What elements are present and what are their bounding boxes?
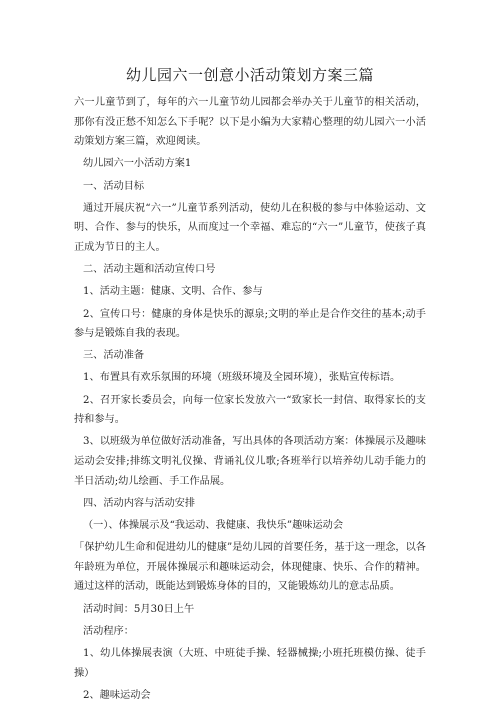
paragraph: 2、趣味运动会 <box>83 689 151 701</box>
document-body <box>74 93 426 705</box>
paragraph: 四、活动内容与活动安排 <box>83 497 196 509</box>
paragraph: 2、召开家长委员会，向每一位家长发放六一“致家长一封信、取得家长的支持和参与。 <box>74 394 426 426</box>
paragraph: 一、活动目标 <box>83 180 145 192</box>
paragraph: 2、宣传口号：健康的身体是快乐的源泉;文明的举止是合作交往的基本;动手参与是锻炼自我的表现。 <box>74 308 426 340</box>
paragraph: 三、活动准备 <box>83 350 145 362</box>
paragraph: 3、以班级为单位做好活动准备，写出具体的各项活动方案：体操展示及趣味运动会安排;排练文明礼仪操、背诵礼仪儿歌;各班举行以培养幼儿动手能力的半日活动;幼儿绘画、手工作品展。 <box>74 436 426 487</box>
paragraph: 1、布置具有欢乐氛围的环境（班级环境及全园环境），张贴宣传标语。 <box>83 372 401 384</box>
paragraph: 二、活动主题和活动宣传口号 <box>83 264 216 276</box>
paragraph: （一）、体操展示及“我运动、我健康、我快乐”趣味运动会 <box>83 520 344 531</box>
paragraph: 活动程序： <box>83 625 134 637</box>
document-title: 幼儿园六一创意小活动策划方案三篇 <box>125 66 374 84</box>
paragraph: 六一儿童节到了，每年的六一儿童节幼儿园都会举办关于儿童节的相关活动，那你有没正愁不知怎么下手呢？以下是小编为大家精心整理的幼儿园六一小活动策划方案三篇，欢迎阅读。 <box>74 97 426 148</box>
paragraph: 「保护幼儿生命和促进幼儿的健康”是幼儿园的首要任务，基于这一理念，以各年龄班为单位，开展体操展示和趣味运动会，体现健康、快乐、合作的精神。通过这样的活动，既能达到锻炼身体的目的，又能锻炼幼儿的意志品质。 <box>74 542 426 593</box>
paragraph: 通过开展庆祝“六一”儿童节系列活动，使幼儿在积极的参与中体验运动、文明、合作、参与的快乐，从而度过一个幸福、难忘的“六一”儿童节，使孩子真正成为节日的主人。 <box>74 202 426 253</box>
paragraph: 活动时间：5月30日上午 <box>83 603 195 615</box>
paragraph: 幼儿园六一小活动方案1 <box>83 158 192 170</box>
paragraph: 1、幼儿体操展表演（大班、中班徒手操、轻器械操;小班托班模仿操、徒手操） <box>74 647 426 679</box>
paragraph: 1、活动主题：健康、文明、合作、参与 <box>83 286 263 298</box>
